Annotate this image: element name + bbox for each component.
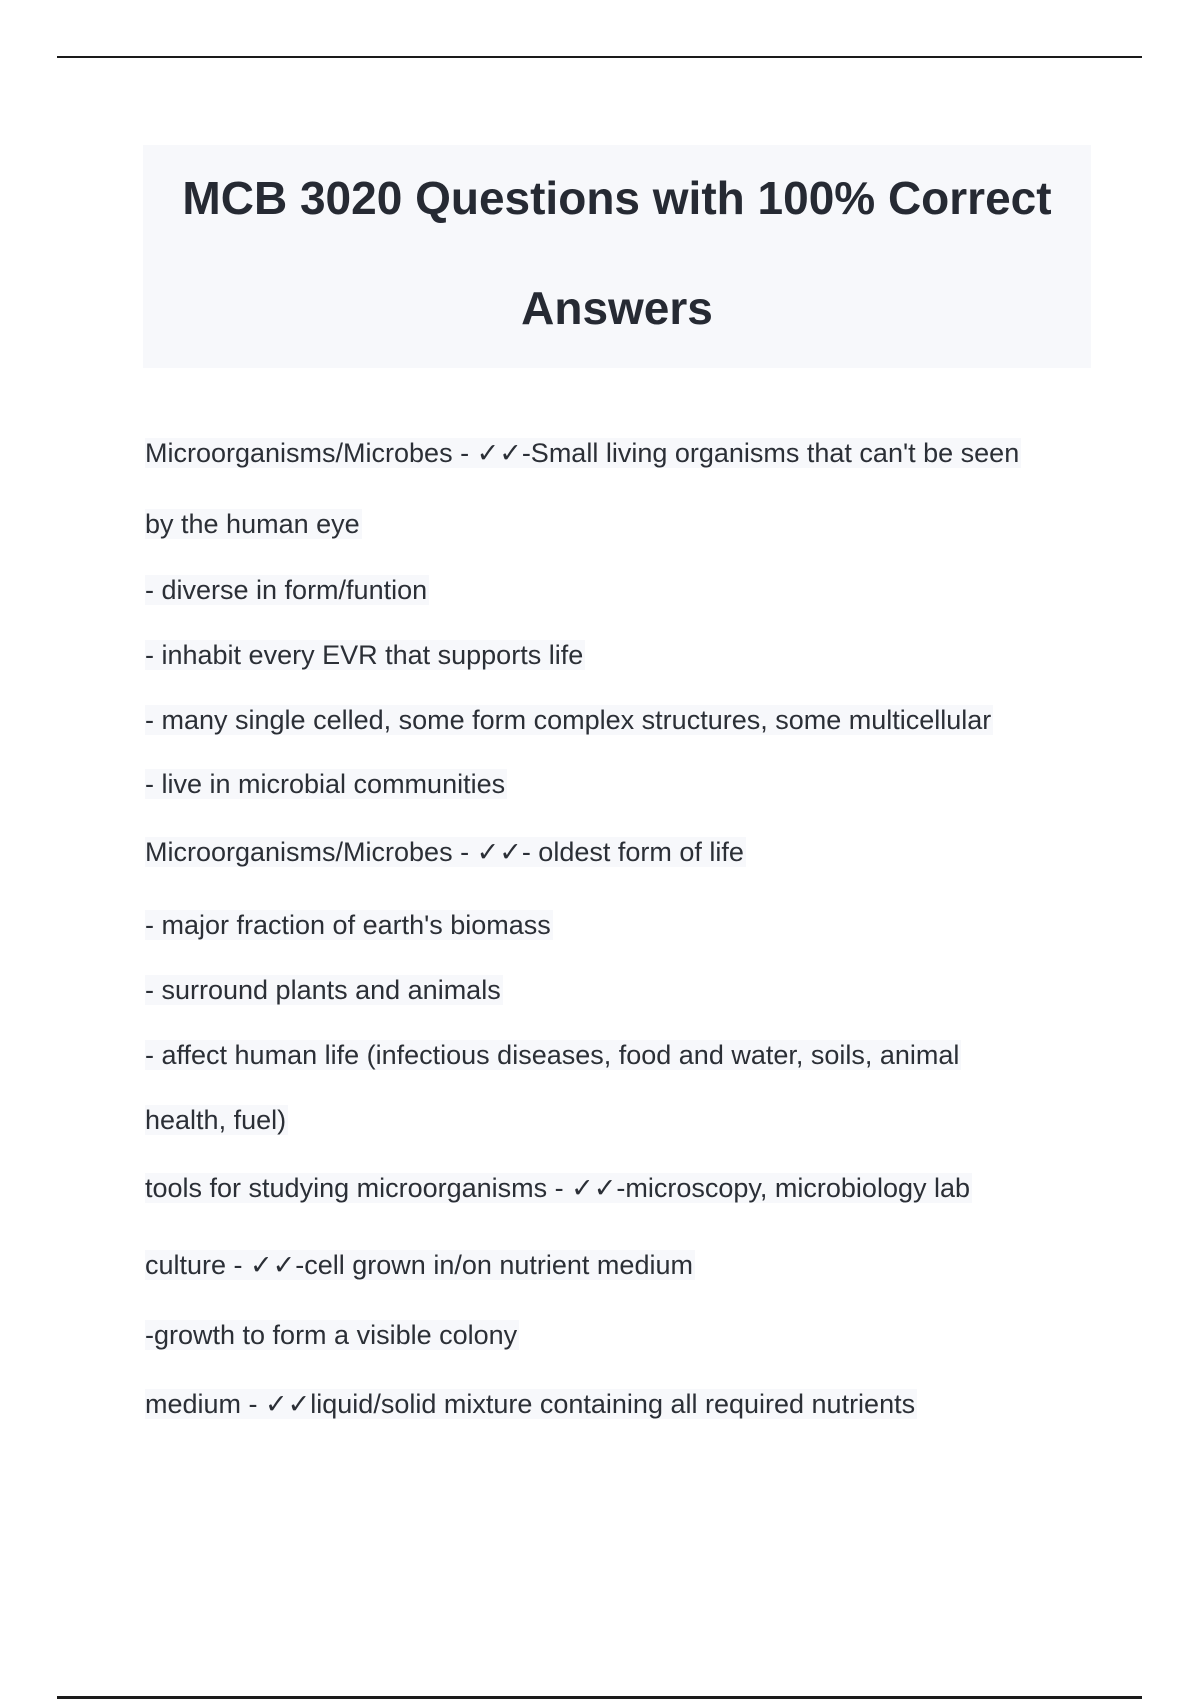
qa-line <box>145 636 585 674</box>
top-rule <box>57 56 1142 58</box>
qa-line <box>145 833 746 871</box>
qa-line <box>145 434 1021 472</box>
qa-line-text: medium - ✓✓liquid/solid mixture containing all required nutrients <box>145 1389 916 1419</box>
qa-line-text: - affect human life (infectious diseases, food and water, soils, animal <box>145 1040 960 1070</box>
page-title-line-2: Answers <box>521 282 713 334</box>
page-title-line-1: MCB 3020 Questions with 100% Correct <box>182 172 1052 224</box>
qa-line <box>145 1036 961 1074</box>
qa-line-text: Microorganisms/Microbes - ✓✓-Small living organisms that can't be seen <box>145 438 1020 468</box>
title-block <box>143 145 1091 368</box>
qa-line <box>145 1385 917 1423</box>
qa-line <box>145 1316 519 1354</box>
qa-line <box>145 906 553 944</box>
qa-line <box>145 505 362 543</box>
qa-line <box>145 765 507 803</box>
qa-line-text: health, fuel) <box>145 1105 287 1135</box>
qa-line <box>145 1169 972 1207</box>
qa-line-text: - surround plants and animals <box>145 975 501 1005</box>
qa-line-text: Microorganisms/Microbes - ✓✓- oldest form of life <box>145 837 744 867</box>
qa-line-text: - inhabit every EVR that supports life <box>145 640 584 670</box>
qa-line <box>145 1101 288 1139</box>
qa-line-text: - major fraction of earth's biomass <box>145 910 551 940</box>
qa-line <box>145 1246 695 1284</box>
qa-line-text: by the human eye <box>145 509 360 539</box>
qa-line-text: - live in microbial communities <box>145 769 506 799</box>
qa-line-text: tools for studying microorganisms - ✓✓-microscopy, microbiology lab <box>145 1173 971 1203</box>
qa-line-text: - many single celled, some form complex structures, some multicellular <box>145 705 992 735</box>
qa-line-text: culture - ✓✓-cell grown in/on nutrient medium <box>145 1250 693 1280</box>
bottom-rule <box>57 1696 1142 1699</box>
qa-line <box>145 701 993 739</box>
qa-line <box>145 571 429 609</box>
qa-line-text: -growth to form a visible colony <box>145 1320 518 1350</box>
qa-line <box>145 971 503 1009</box>
qa-line-text: - diverse in form/funtion <box>145 575 428 605</box>
